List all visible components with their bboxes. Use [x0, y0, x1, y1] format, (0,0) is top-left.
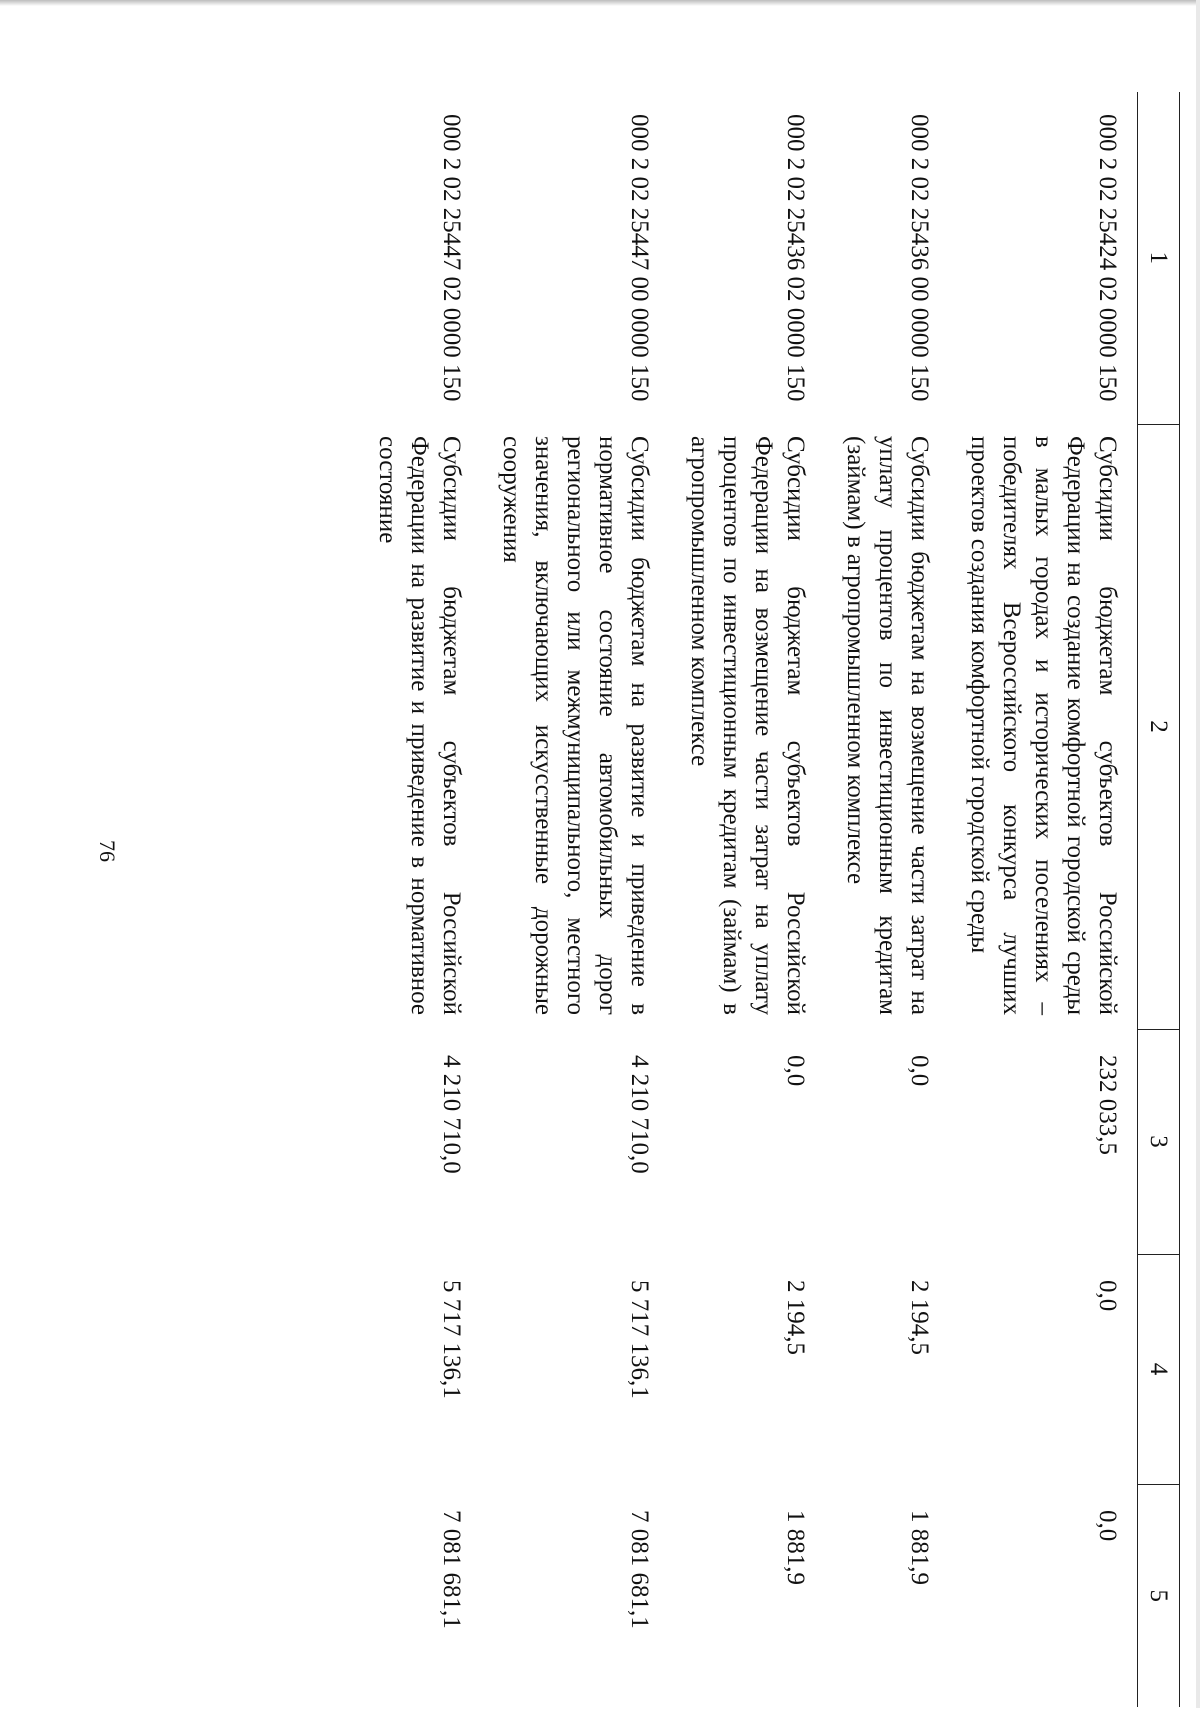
- row-value-col3: 4 210 710,0: [438, 1055, 465, 1174]
- row-value-col4: 5 717 136,1: [438, 1280, 465, 1399]
- table-row: [357, 92, 481, 1707]
- row-code: 000 2 02 25447 00 0000 150: [626, 114, 653, 402]
- row-value-col3: 4 210 710,0: [626, 1055, 653, 1174]
- header-col-5: 5: [1138, 1484, 1180, 1707]
- row-name: Субсидии бюджетам субъектов Российской Федерации на развитие и приведение в нормативное состояние: [374, 436, 465, 1015]
- row-value-col5: 7 081 681,1: [626, 1510, 653, 1629]
- header-row: [1138, 92, 1180, 1707]
- row-code: 000 2 02 25424 02 0000 150: [1094, 114, 1121, 402]
- rotated-table-stage: [140, 92, 1180, 1712]
- row-value-col4: 5 717 136,1: [626, 1280, 653, 1399]
- row-code: 000 2 02 25436 02 0000 150: [782, 114, 809, 402]
- row-name: Субсидии бюджетам на возмещение части затрат на уплату процентов по инвестиционным кредитам (займам) в агропромышленном комплексе: [842, 436, 933, 1015]
- scan-edge-right: [1196, 0, 1200, 1708]
- row-value-col5: 0,0: [1094, 1510, 1121, 1542]
- row-value-col3: 0,0: [906, 1055, 933, 1087]
- row-code: 000 2 02 25436 00 0000 150: [906, 114, 933, 402]
- row-value-col5: 1 881,9: [782, 1510, 809, 1585]
- header-col-4: 4: [1138, 1254, 1180, 1484]
- scan-edge-top: [0, 0, 1200, 6]
- row-value-col3: 232 033,5: [1094, 1055, 1121, 1155]
- header-col-1: 1: [1138, 92, 1180, 424]
- row-name: Субсидии бюджетам субъектов Российской Федерации на создание комфортной городской среды в малых городах и исторических поселениях – победителях Всероссийского конкурса лучших проектов создания комфортной городской среды: [966, 436, 1121, 1015]
- table-row: [825, 92, 949, 1707]
- table-row: [481, 92, 669, 1707]
- table-body: [357, 92, 1138, 1707]
- row-value-col5: 1 881,9: [906, 1510, 933, 1585]
- budget-table: [357, 92, 1180, 1707]
- table-row: [669, 92, 825, 1707]
- row-value-col3: 0,0: [782, 1055, 809, 1087]
- row-value-col4: 2 194,5: [782, 1280, 809, 1355]
- row-code: 000 2 02 25447 02 0000 150: [438, 114, 465, 402]
- table-row: [949, 92, 1138, 1707]
- row-name: Субсидии бюджетам на развитие и приведение в нормативное состояние автомобильных дорог регионального или межмуниципального, местного значения, включающих искусственные дорожные сооружения: [498, 436, 653, 1015]
- row-value-col5: 7 081 681,1: [438, 1510, 465, 1629]
- header-col-2: 2: [1138, 424, 1180, 1029]
- row-value-col4: 0,0: [1094, 1280, 1121, 1312]
- page-number: 76: [95, 840, 120, 862]
- table-header: [1138, 92, 1180, 1707]
- header-col-3: 3: [1138, 1029, 1180, 1254]
- row-value-col4: 2 194,5: [906, 1280, 933, 1355]
- row-name: Субсидии бюджетам субъектов Российской Федерации на возмещение части затрат на уплату процентов по инвестиционным кредитам (займам) в агропромышленном комплексе: [686, 436, 809, 1015]
